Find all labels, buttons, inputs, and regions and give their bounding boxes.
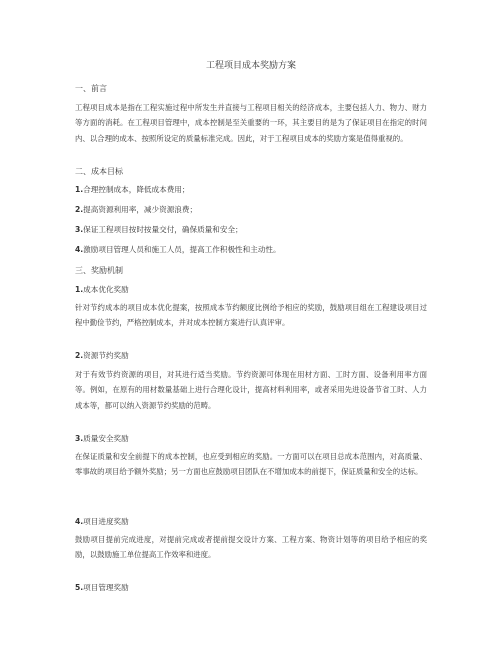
subsection-title-text: 成本优化奖励 (83, 285, 129, 294)
subsection-number: 1. (75, 285, 84, 294)
subsection-title-text: 项目管理奖励 (83, 583, 129, 592)
goal-item-text: 激励项目管理人员和施工人员，提高工作积极性和主动性。 (83, 245, 281, 254)
subsection-title-text: 质量安全奖励 (83, 434, 129, 443)
goal-item-number: 1. (75, 185, 84, 194)
preface-paragraph: 工程项目成本是指在工程实施过程中所发生并直接与工程项目相关的经济成本，主要包括人力、物力、财力等方面的消耗。在工程项目管理中，成本控制是至关重要的一环，其主要目的是为了保证项目在指定的时间内、以合理的成本、按照所设定的质量标准完成。因此，对于工程项目成本的奖励方案是值得重视的。 (75, 103, 427, 143)
goal-item-number: 3. (75, 225, 84, 234)
subsection-title (75, 433, 129, 445)
document-title: 工程项目成本奖励方案 (205, 61, 296, 71)
goal-item-text: 合理控制成本，降低成本费用； (83, 185, 190, 194)
subsection-title-text: 项目进度奖励 (83, 517, 129, 526)
subsection-paragraph: 对于有效节约资源的项目，对其进行适当奖励。节约资源可体现在用材方面、工时方面、设备利用率方面等。例如，在原有的用材数量基础上进行合理化设计，提高材料利用率，或者采用先进设备节省工时、人力成本等，都可以纳入资源节约奖励的范畴。 (75, 370, 427, 410)
goal-item-text: 提高资源利用率，减少资源浪费； (83, 205, 198, 214)
subsection-paragraph: 鼓励项目提前完成进度，对提前完成或者提前提交设计方案、工程方案、物资计划等的项目给予相应的奖励，以鼓励施工单位提高工作效率和进度。 (75, 535, 427, 560)
subsection-paragraph: 在保证质量和安全前提下的成本控制，也应受到相应的奖励。一方面可以在项目总成本范围内，对高质量、零事故的项目给予额外奖励；另一方面也应鼓励项目团队在不增加成本的前提下，保证质量和安全的达标。 (75, 452, 427, 477)
goal-item (75, 224, 243, 236)
subsection-number: 2. (75, 351, 84, 360)
subsection-paragraph: 针对节约成本的项目成本优化提案，按照成本节约额度比例给予相应的奖励，鼓励项目组在工程建设项目过程中勤俭节约，严格控制成本，并对成本控制方案进行认真评审。 (75, 303, 427, 328)
goal-item (75, 204, 197, 216)
subsection-title (75, 582, 129, 594)
subsection-title (75, 516, 129, 528)
section-heading-mechanism: 三、奖励机制 (75, 266, 123, 275)
subsection-title-text: 资源节约奖励 (83, 351, 129, 360)
subsection-number: 5. (75, 583, 84, 592)
goal-item (75, 244, 281, 256)
subsection-number: 4. (75, 517, 84, 526)
subsection-title (75, 350, 129, 362)
section-heading-goals: 二、成本目标 (75, 167, 123, 176)
subsection-title (75, 284, 129, 296)
section-heading-preface: 一、前言 (75, 84, 107, 93)
goal-item-text: 保证工程项目按时按量交付，确保质量和安全； (83, 225, 243, 234)
goal-item-number: 4. (75, 245, 84, 254)
goal-item (75, 184, 189, 196)
goal-item-number: 2. (75, 205, 84, 214)
subsection-number: 3. (75, 434, 84, 443)
